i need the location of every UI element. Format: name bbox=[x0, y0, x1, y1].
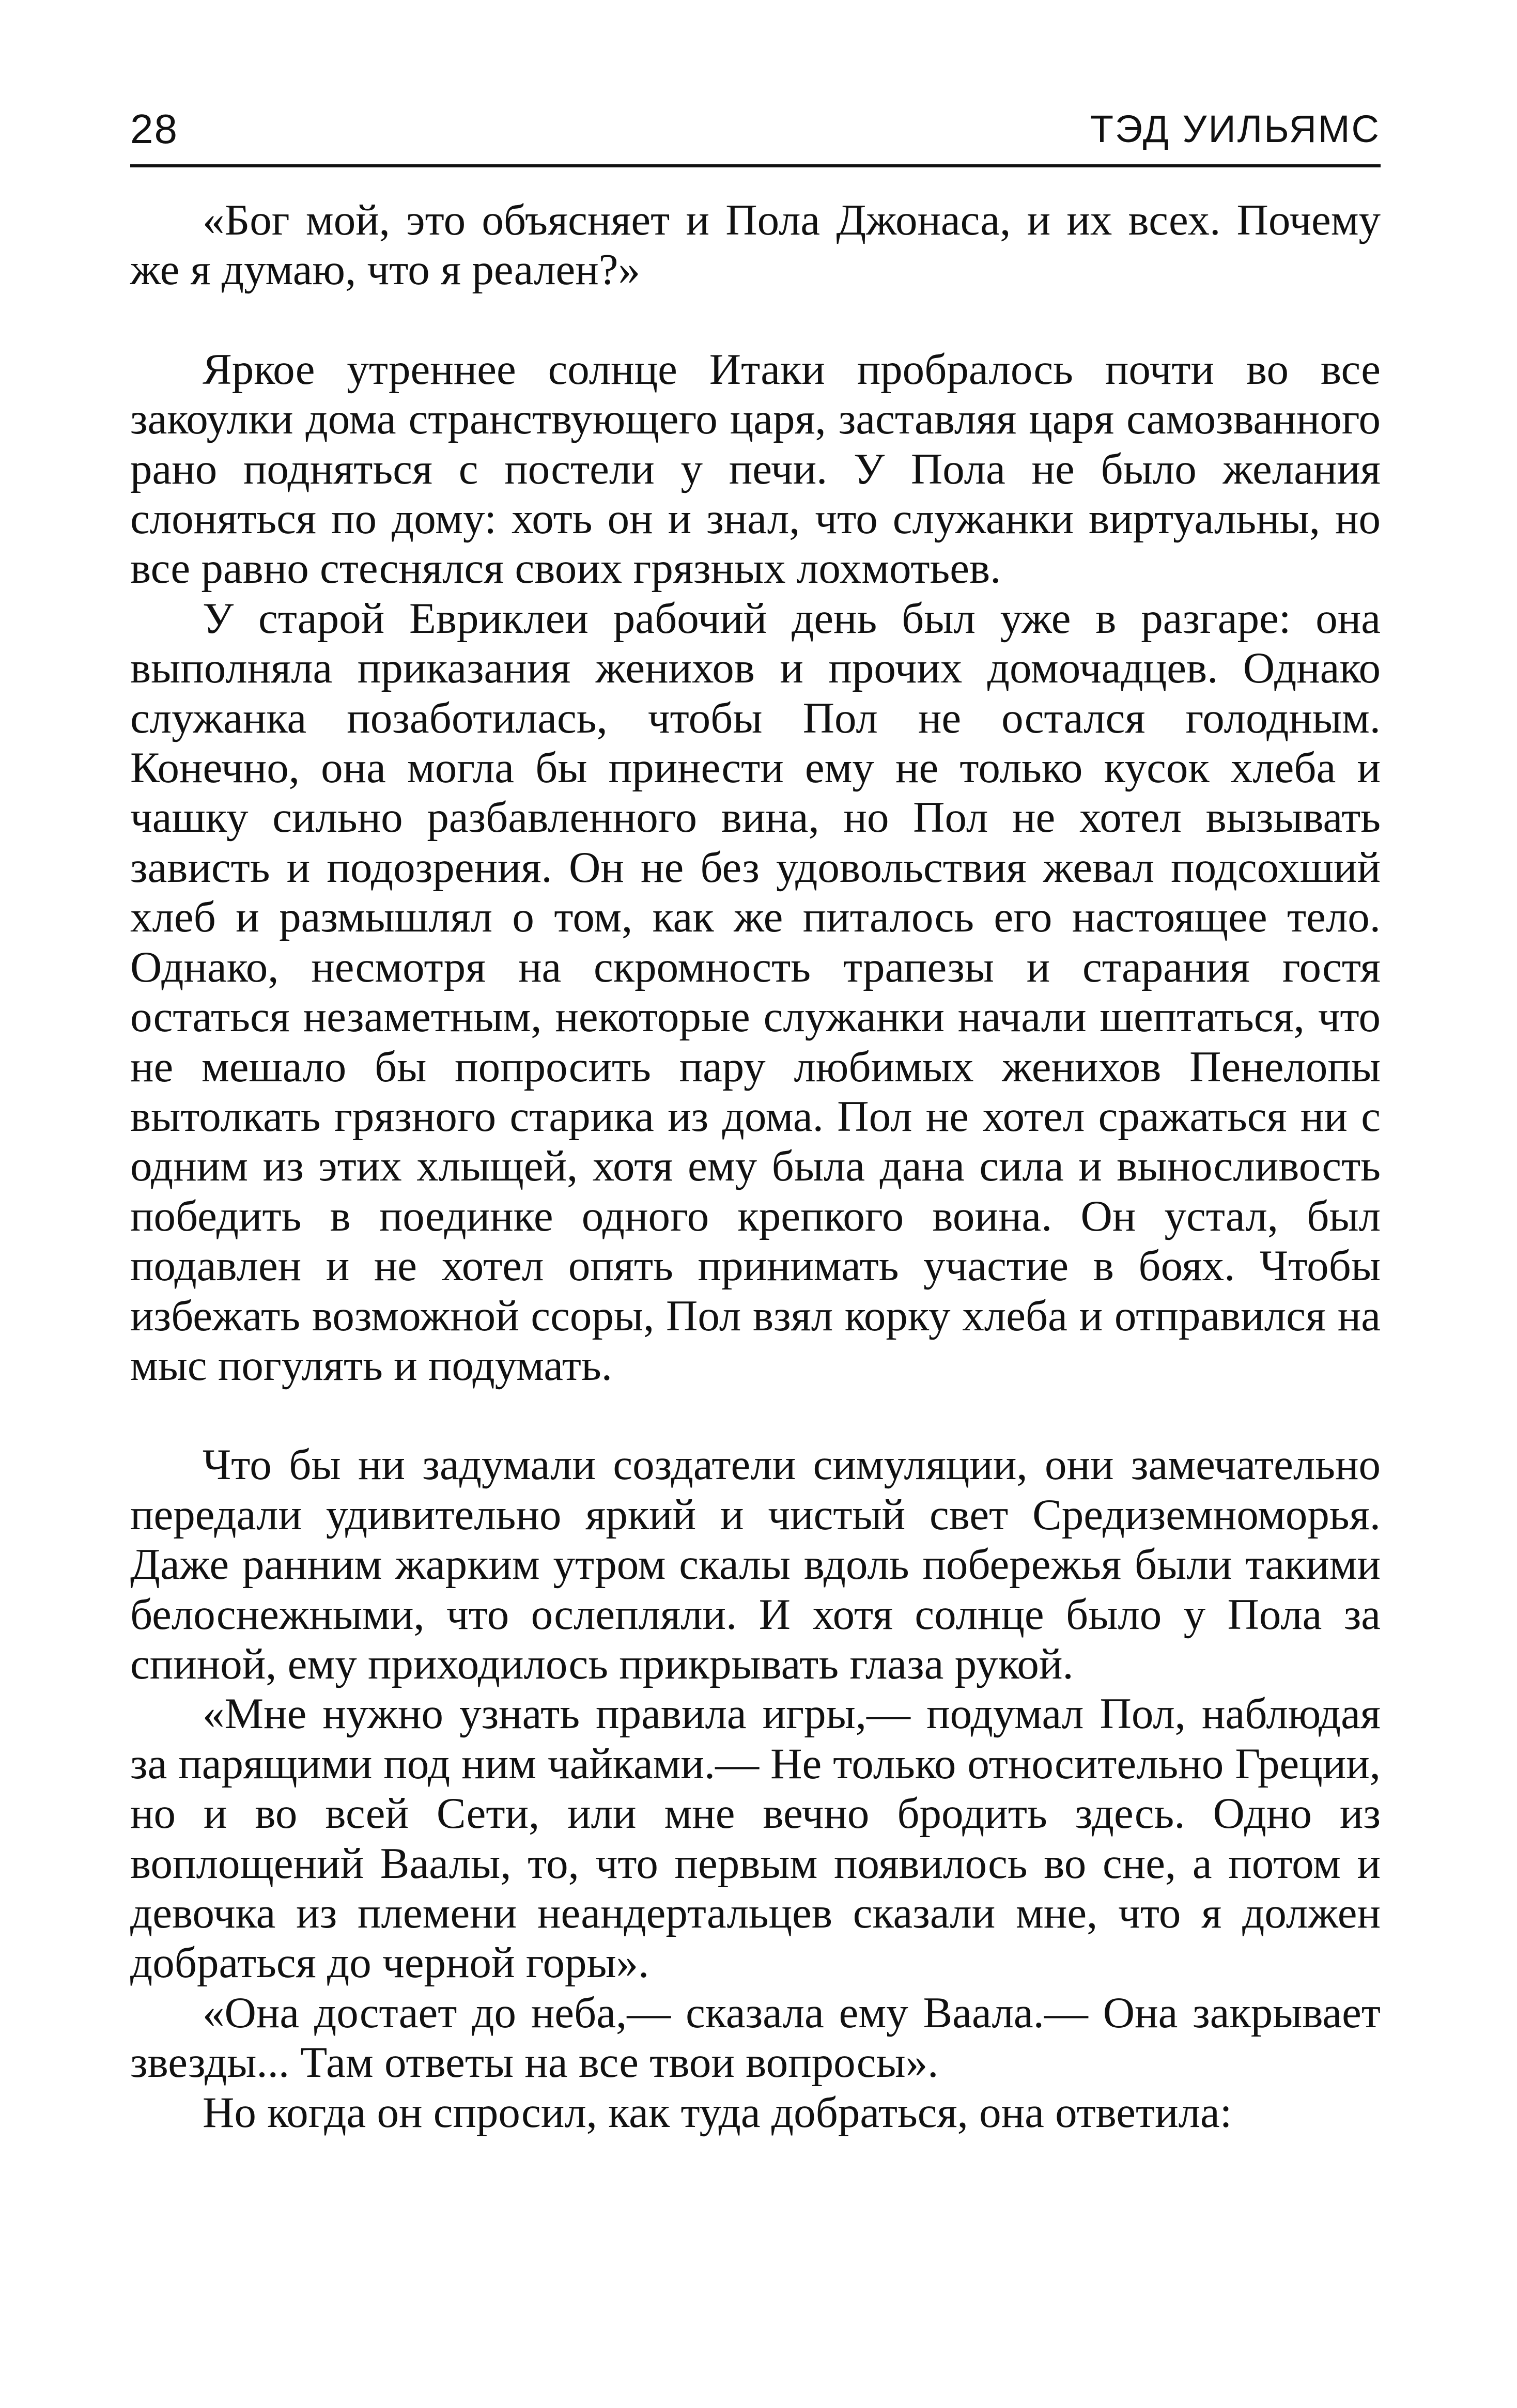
paragraph: У старой Евриклеи рабочий день был уже в разгаре: она выполняла приказания женихов и прочих домочадцев. Однако служанка позаботилась, чтобы Пол не остался голодным. Конечно, она могла бы принести ему не только кусок хлеба и чашку сильно разбавленного вина, но Пол не хотел вызывать зависть и подозрения. Он не без удовольствия жевал подсохший хлеб и размышлял о том, как же питалось его настоящее тело. Однако, несмотря на скромность трапезы и старания гостя остаться незаметным, некоторые служанки начали шептаться, что не мешало бы попросить пару любимых женихов Пенелопы вытолкать грязного старика из дома. Пол не хотел сражаться ни с одним из этих хлыщей, хотя ему была дана сила и выносливость победить в поединке одного крепкого воина. Он устал, был подавлен и не хотел опять принимать участие в боях. Чтобы избежать возможной ссоры, Пол взял корку хлеба и отправился на мыс погулять и подумать. bbox=[130, 594, 1381, 1390]
section-break bbox=[130, 295, 1381, 345]
paragraph: Но когда он спросил, как туда добраться, она ответила: bbox=[203, 2088, 1232, 2137]
page-number: 28 bbox=[130, 106, 178, 152]
page-header bbox=[130, 96, 1381, 163]
body-text bbox=[130, 195, 1381, 2137]
paragraph: «Мне нужно узнать правила игры,— подумал Пол, наблюдая за парящими под ним чайками.— Не только относительно Греции, но и во всей Сети, или мне вечно бродить здесь. Одно из воплощений Ваалы, то, что первым появилось во сне, а потом и девочка из племени неандертальцев сказали мне, что я должен добраться до черной горы». bbox=[130, 1689, 1381, 1987]
section-break bbox=[130, 1390, 1381, 1440]
paragraph: Что бы ни задумали создатели симуляции, они замечательно передали удивительно яркий и чистый свет Средиземноморья. Даже ранним жарким утром скалы вдоль побережья были такими белоснежными, что ослепляли. И хотя солнце было у Пола за спиной, ему приходилось прикрывать глаза рукой. bbox=[130, 1440, 1381, 1688]
running-head-author: ТЭД УИЛЬЯМС bbox=[1090, 107, 1381, 150]
paragraph: «Бог мой, это объясняет и Пола Джонаса, и их всех. Почему же я думаю, что я реален?» bbox=[130, 196, 1381, 294]
header-rule bbox=[130, 164, 1381, 167]
paragraph: Яркое утреннее солнце Итаки пробралось почти во все закоулки дома странствующего царя, заставляя царя самозванного рано подняться с постели у печи. У Пола не было желания слоняться по дому: хоть он и знал, что служанки виртуальны, но все равно стеснялся своих грязных лохмотьев. bbox=[130, 345, 1381, 593]
paragraph: «Она достает до неба,— сказала ему Ваала.— Она закрывает звезды... Там ответы на все твои вопросы». bbox=[130, 1988, 1381, 2087]
